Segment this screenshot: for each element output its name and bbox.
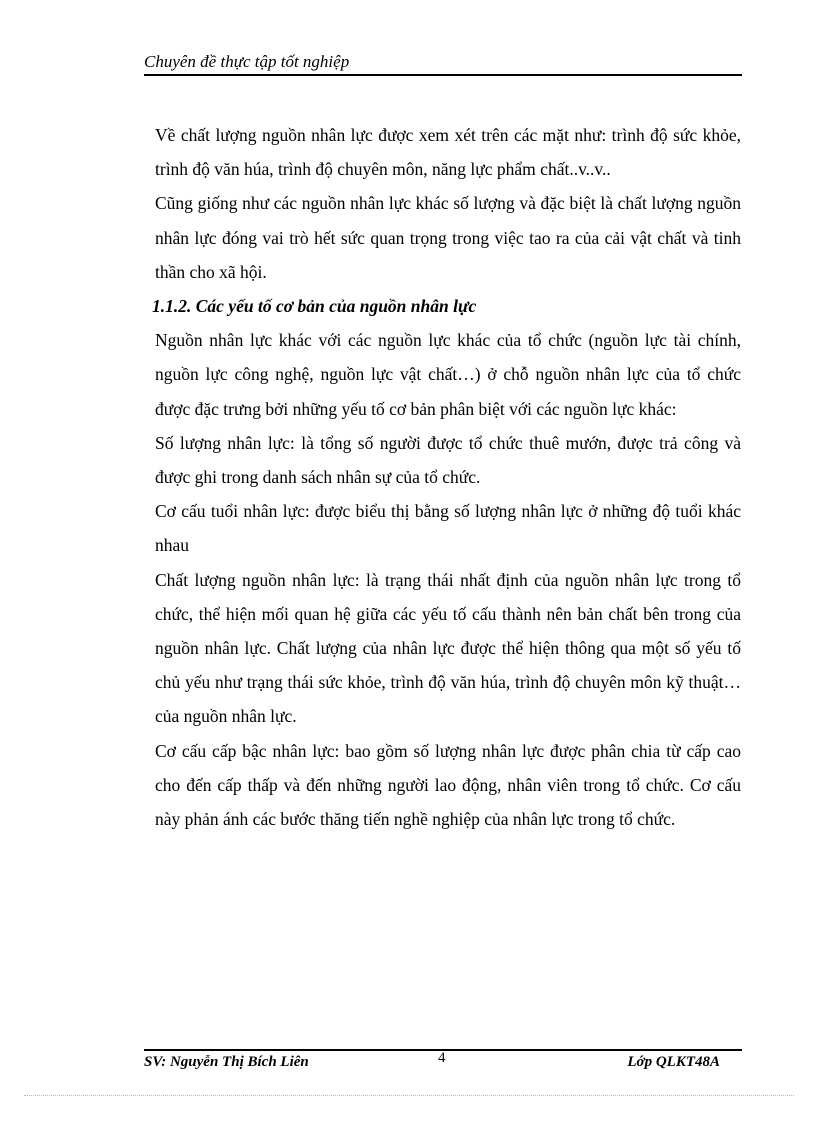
document-body (152, 118, 741, 836)
paragraph-workforce-size: Số lượng nhân lực: là tổng số người được tổ chức thuê mướn, được trả công và được ghi trong danh sách nhân sự của tổ chức. (155, 432, 741, 488)
header-divider (144, 74, 742, 76)
page-header-title: Chuyên đề thực tập tốt nghiệp (144, 52, 350, 71)
footer-class-name: Lớp QLKT48A (627, 1054, 720, 1070)
paragraph-age-structure: Cơ cấu tuổi nhân lực: được biểu thị bằng số lượng nhân lực ở những độ tuổi khác nhau (155, 501, 741, 556)
paragraph-distinguishing-factors: Nguồn nhân lực khác với các nguồn lực khác của tổ chức (nguồn lực tài chính, nguồn lực công nghệ, nguồn lực vật chất…) ở chỗ nguồn nhân lực của tổ chức được đặc trưng bởi những yếu tố cơ bản phân biệt với các nguồn lực khác: (155, 330, 741, 419)
paragraph-workforce-quality: Chất lượng nguồn nhân lực: là trạng thái nhất định của nguồn nhân lực trong tổ chức, thể hiện mối quan hệ giữa các yếu tố cấu thành nên bản chất bên trong của nguồn nhân lực. Chất lượng của nhân lực được thể hiện thông qua một số yếu tố chủ yếu như trạng thái sức khỏe, trình độ văn húa, trình độ chuyên môn kỹ thuật… của nguồn nhân lực. (155, 569, 741, 727)
paragraph-rank-structure: Cơ cấu cấp bậc nhân lực: bao gồm số lượng nhân lực được phân chia từ cấp cao cho đến cấp thấp và đến những người lao động, nhân viên trong tổ chức. Cơ cấu này phản ánh các bước thăng tiến nghề nghiệp của nhân lực trong tổ chức. (155, 740, 741, 830)
section-heading-1-1-2: 1.1.2. Các yếu tố cơ bản của nguồn nhân lực (152, 296, 477, 317)
paragraph-quality-aspects: Về chất lượng nguồn nhân lực được xem xét trên các mặt như: trình độ sức khỏe, trình độ văn húa, trình độ chuyên môn, năng lực phẩm chất..v..v.. (155, 125, 741, 180)
page-bottom-dotted-edge (24, 1095, 794, 1096)
paragraph-importance: Cũng giống như các nguồn nhân lực khác số lượng và đặc biệt là chất lượng nguồn nhân lực đóng vai trò hết sức quan trọng trong việc tao ra của cải vật chất và tinh thần cho xã hội. (155, 193, 741, 282)
footer-student-name: SV: Nguyễn Thị Bích Liên (144, 1054, 309, 1070)
footer-page-number: 4 (438, 1050, 446, 1066)
